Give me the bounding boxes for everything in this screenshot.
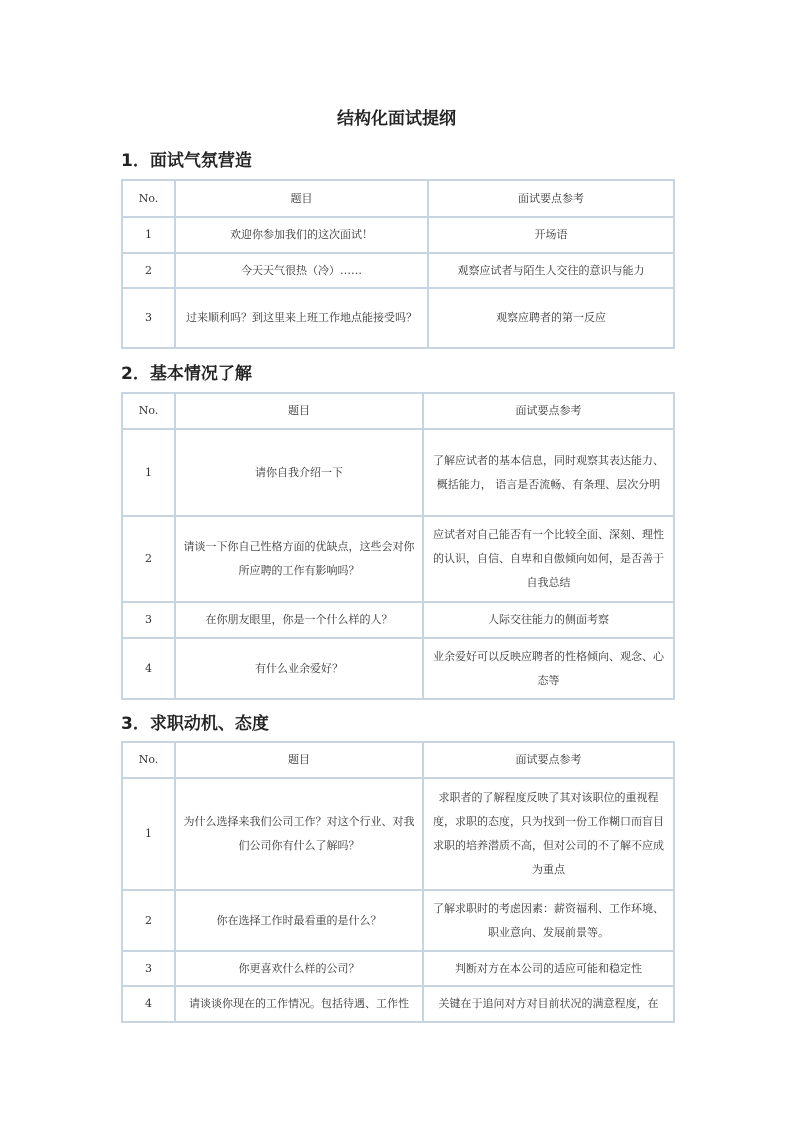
table-row — [122, 217, 674, 253]
section-heading-2: 2．基本情况了解 — [121, 364, 252, 384]
row-reference: 判断对方在本公司的适应可能和稳定性 — [423, 951, 674, 986]
header-reference: 面试要点参考 — [423, 742, 674, 778]
header-question: 题目 — [175, 180, 428, 217]
table-section-1 — [121, 179, 675, 349]
row-no: 2 — [122, 516, 175, 602]
row-no: 1 — [122, 778, 175, 890]
row-question: 为什么选择来我们公司工作？对这个行业、对我们公司你有什么了解吗？ — [175, 778, 423, 890]
row-question: 请谈一下你自己性格方面的优缺点，这些会对你所应聘的工作有影响吗？ — [175, 516, 423, 602]
row-question: 你更喜欢什么样的公司？ — [175, 951, 423, 986]
row-reference: 观察应聘者的第一反应 — [428, 288, 674, 348]
row-no: 1 — [122, 429, 175, 516]
header-no: No. — [122, 742, 175, 778]
row-no: 1 — [122, 217, 175, 253]
header-reference: 面试要点参考 — [423, 393, 674, 429]
table-row — [122, 429, 674, 516]
row-no: 2 — [122, 253, 175, 288]
table-row — [122, 986, 674, 1022]
row-question: 请你自我介绍一下 — [175, 429, 423, 516]
header-no: No. — [122, 393, 175, 429]
row-question: 过来顺利吗？到这里来上班工作地点能接受吗？ — [175, 288, 428, 348]
row-no: 3 — [122, 951, 175, 986]
row-reference: 了解应试者的基本信息，同时观察其表达能力、概括能力， 语言是否流畅、有条理、层次分明 — [423, 429, 674, 516]
row-reference: 应试者对自己能否有一个比较全面、深刻、理性的认识，自信、自卑和自傲倾向如何，是否善于自我总结 — [423, 516, 674, 602]
row-reference: 人际交往能力的侧面考察 — [423, 602, 674, 638]
row-question: 在你朋友眼里，你是一个什么样的人？ — [175, 602, 423, 638]
table-row — [122, 516, 674, 602]
row-reference: 了解求职时的考虑因素：薪资福利、工作环境、职业意向、发展前景等。 — [423, 890, 674, 951]
section-heading-3: 3．求职动机、态度 — [121, 714, 269, 734]
row-reference: 求职者的了解程度反映了其对该职位的重视程度，求职的态度，只为找到一份工作糊口而盲目求职的培养潜质不高，但对公司的不了解不应成为重点 — [423, 778, 674, 890]
header-question: 题目 — [175, 742, 423, 778]
table-row — [122, 951, 674, 986]
table-row — [122, 778, 674, 890]
row-no: 4 — [122, 638, 175, 699]
row-no: 3 — [122, 602, 175, 638]
row-reference: 观察应试者与陌生人交往的意识与能力 — [428, 253, 674, 288]
row-question: 欢迎你参加我们的这次面试！ — [175, 217, 428, 253]
row-question: 今天天气很热（冷）…… — [175, 253, 428, 288]
table-section-2 — [121, 392, 675, 700]
row-no: 4 — [122, 986, 175, 1022]
row-no: 3 — [122, 288, 175, 348]
header-reference: 面试要点参考 — [428, 180, 674, 217]
table-row — [122, 288, 674, 348]
table-row — [122, 890, 674, 951]
row-question: 请谈谈你现在的工作情况。包括待遇、工作性 — [175, 986, 423, 1022]
table-header-row — [122, 393, 674, 429]
table-section-3 — [121, 741, 675, 1023]
row-reference: 业余爱好可以反映应聘者的性格倾向、观念、心态等 — [423, 638, 674, 699]
row-reference: 开场语 — [428, 217, 674, 253]
table-row — [122, 602, 674, 638]
page-title: 结构化面试提纲 — [337, 109, 456, 129]
table-header-row — [122, 180, 674, 217]
header-no: No. — [122, 180, 175, 217]
table-row — [122, 638, 674, 699]
row-question: 你在选择工作时最看重的是什么？ — [175, 890, 423, 951]
section-heading-1: 1．面试气氛营造 — [121, 151, 252, 171]
table-row — [122, 253, 674, 288]
header-question: 题目 — [175, 393, 423, 429]
row-no: 2 — [122, 890, 175, 951]
table-header-row — [122, 742, 674, 778]
row-reference: 关键在于追问对方对目前状况的满意程度，在 — [423, 986, 674, 1022]
row-question: 有什么业余爱好？ — [175, 638, 423, 699]
